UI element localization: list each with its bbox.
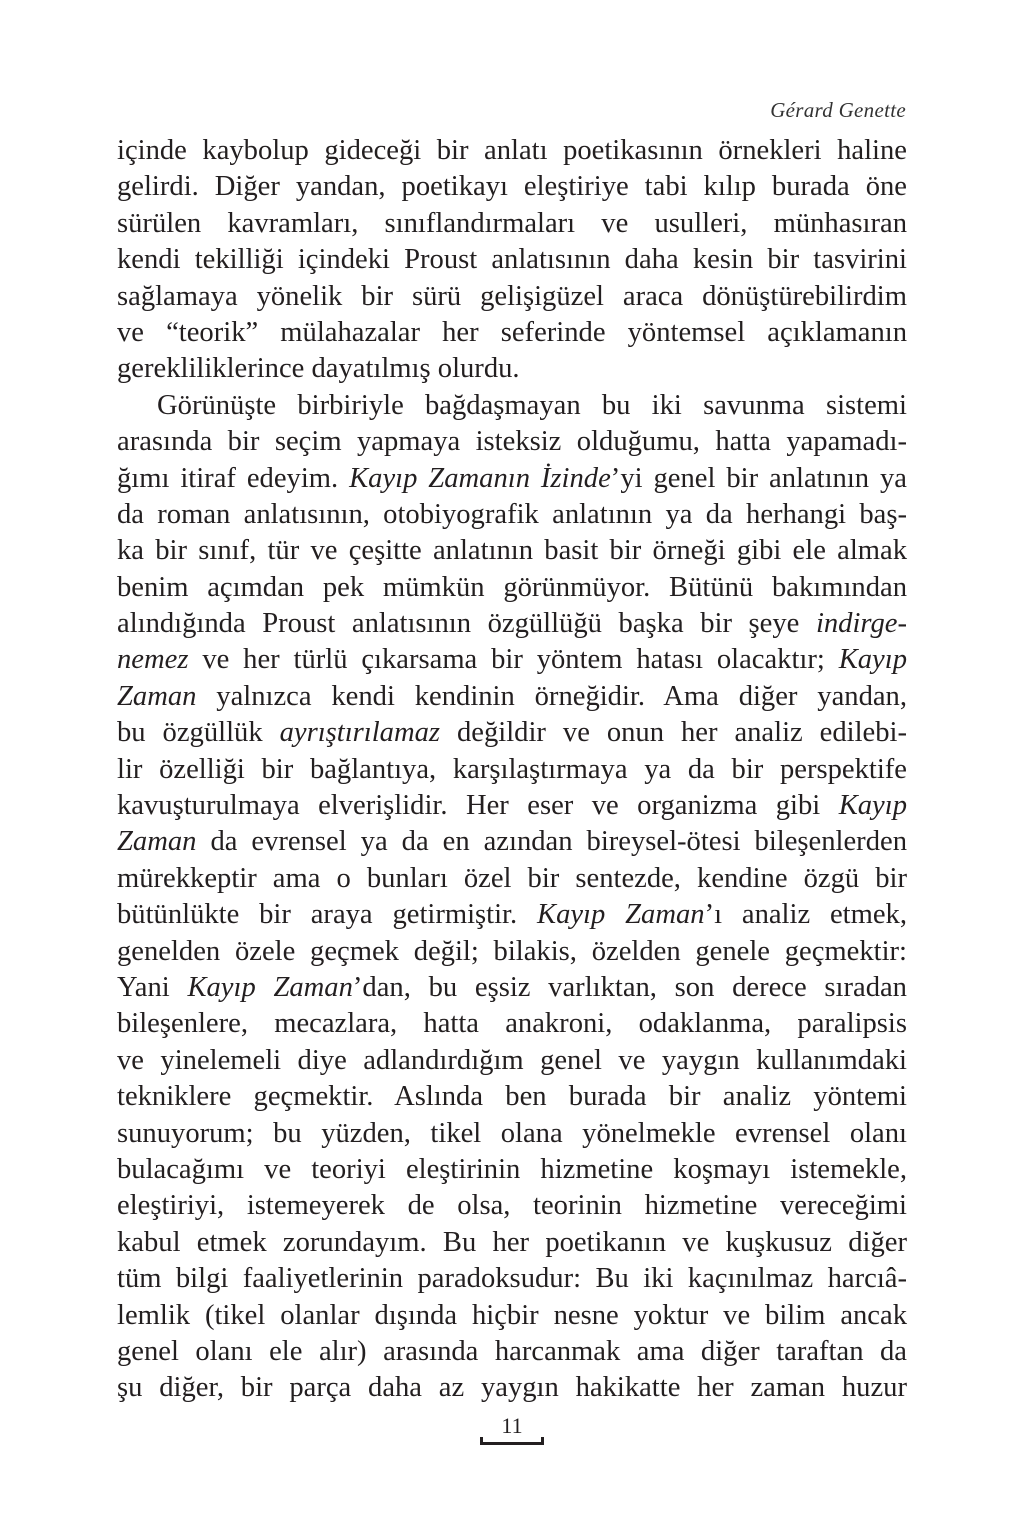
text-segment: sürülen kavramları, sınıflandırmaları ve usulleri, münhasıran xyxy=(117,207,907,239)
text-segment: bütünlükte bir araya getirmiştir. xyxy=(117,899,537,931)
text-line xyxy=(117,570,907,606)
text-line xyxy=(117,824,907,860)
text-segment: içinde kaybolup gideceği bir anlatı poetikasının örnekleri haline xyxy=(117,135,907,166)
text-segment: lir özelliği bir bağlantıya, karşılaştırmaya ya da bir perspektife xyxy=(117,753,907,785)
text-segment: da roman anlatısının, otobiyografik anlatının ya da herhangi baş- xyxy=(117,498,907,530)
text-line xyxy=(117,1116,907,1152)
text-line xyxy=(117,1225,907,1261)
folio-rule xyxy=(480,1442,544,1445)
text-segment: ’yi genel bir anlatının ya xyxy=(610,462,907,494)
text-line xyxy=(117,897,907,933)
text-segment: ğımı itiraf edeyim. xyxy=(117,462,350,494)
text-line xyxy=(117,315,907,351)
text-line xyxy=(117,279,907,315)
text-segment: eleştiriyi, istemeyerek de olsa, teorinin hizmetine vereceğimi xyxy=(117,1190,907,1222)
italic-title: Zaman xyxy=(117,680,197,712)
italic-title: Kayıp xyxy=(838,790,907,822)
text-line xyxy=(117,788,907,824)
text-line xyxy=(117,1043,907,1079)
text-line xyxy=(117,934,907,970)
text-line xyxy=(117,642,907,678)
page-number-folio xyxy=(478,1413,546,1449)
text-line xyxy=(117,1334,907,1370)
text-line xyxy=(117,752,907,788)
text-segment: lemlik (tikel olanlar dışında hiçbir nesne yoktur ve bilim ancak xyxy=(117,1299,907,1331)
italic-title: Kayıp Zaman xyxy=(537,899,705,931)
italic-title: Kayıp Zaman xyxy=(187,971,353,1003)
text-segment: gerekliliklerince dayatılmış olurdu. xyxy=(117,353,520,385)
italic-title: ayrıştırılamaz xyxy=(279,717,441,749)
running-head: Gérard Genette xyxy=(770,98,906,122)
text-line xyxy=(117,679,907,715)
text-segment: bileşenlere, mecazlara, hatta anakroni, odaklanma, paralipsis xyxy=(117,1008,907,1040)
text-segment: sağlamaya yönelik bir sürü gelişigüzel araca dönüştürebilirdim xyxy=(117,280,907,312)
text-line xyxy=(117,1188,907,1224)
text-line xyxy=(117,1370,907,1406)
italic-title: indirge- xyxy=(815,608,907,640)
text-segment: gelirdi. Diğer yandan, poetikayı eleştiriye tabi kılıp burada öne xyxy=(117,171,907,203)
text-line xyxy=(117,1152,907,1188)
text-segment: yalnızca kendi kendinin örneğidir. Ama diğer yandan, xyxy=(196,680,907,712)
text-segment: ve yinelemeli diye adlandırdığım genel ve yaygın kullanımdaki xyxy=(117,1044,907,1076)
text-segment: mürekkeptir ama o bunları özel bir sentezde, kendine özgü bir xyxy=(117,862,907,894)
text-segment: Görünüşte birbiriyle bağdaşmayan bu iki savunma sistemi xyxy=(157,389,907,421)
italic-title: nemez xyxy=(117,644,189,676)
text-segment: genelden özele geçmek değil; bilakis, özelden genele geçmektir: xyxy=(117,935,907,967)
text-segment: ’ı analiz etmek, xyxy=(704,899,907,931)
text-line xyxy=(117,388,907,424)
page-number: 11 xyxy=(501,1413,523,1438)
text-line xyxy=(117,1261,907,1297)
text-segment: değildir ve onun her analiz edilebi- xyxy=(440,717,907,749)
italic-title: Kayıp Zamanın İzinde xyxy=(349,462,611,494)
text-segment: kabul etmek zorundayım. Bu her poetikanın ve kuşkusuz diğer xyxy=(117,1226,907,1258)
text-line xyxy=(117,715,907,751)
text-segment: Yani xyxy=(117,971,188,1003)
text-segment: ve “teorik” mülahazalar her seferinde yöntemsel açıklamanın xyxy=(117,316,907,348)
text-segment: bu özgüllük xyxy=(117,717,280,749)
text-line xyxy=(117,1079,907,1115)
text-segment: kendi tekilliği içindeki Proust anlatısının daha kesin bir tasvirini xyxy=(117,244,907,276)
text-segment: ’dan, bu eşsiz varlıktan, son derece sıradan xyxy=(352,971,907,1003)
text-line xyxy=(117,169,907,205)
text-segment: bulacağımı ve teoriyi eleştirinin hizmetine koşmayı istemekle, xyxy=(117,1153,907,1185)
text-segment: da evrensel ya da en azından bireysel-ötesi bileşenlerden xyxy=(196,826,907,858)
text-segment: genel olanı ele alır) arasında harcanmak ama diğer taraftan da xyxy=(117,1335,907,1367)
text-line xyxy=(117,242,907,278)
text-line xyxy=(117,970,907,1006)
text-line xyxy=(117,351,907,387)
text-segment: sunuyorum; bu yüzden, tikel olana yönelmekle evrensel olanı xyxy=(117,1117,907,1149)
text-line xyxy=(117,1298,907,1334)
text-line xyxy=(117,606,907,642)
text-segment: ve her türlü çıkarsama bir yöntem hatası olacaktır; xyxy=(188,644,839,676)
text-line xyxy=(117,861,907,897)
text-segment: tekniklere geçmektir. Aslında ben burada bir analiz yöntemi xyxy=(117,1081,907,1113)
text-segment: benim açımdan pek mümkün görünmüyor. Bütünü bakımından xyxy=(117,571,907,603)
text-line xyxy=(117,424,907,460)
text-segment: kavuşturulmaya elverişlidir. Her eser ve organizma gibi xyxy=(117,790,839,822)
text-line xyxy=(117,497,907,533)
text-segment: alındığında Proust anlatısının özgüllüğü başka bir şeye xyxy=(117,608,816,640)
text-line xyxy=(117,206,907,242)
text-segment: arasında bir seçim yapmaya isteksiz olduğumu, hatta yapamadı- xyxy=(117,426,907,458)
text-line xyxy=(117,133,907,169)
text-line xyxy=(117,461,907,497)
text-line xyxy=(117,533,907,569)
text-line xyxy=(117,1006,907,1042)
italic-title: Zaman xyxy=(117,826,197,858)
italic-title: Kayıp xyxy=(838,644,907,676)
text-segment: ka bir sınıf, tür ve çeşitte anlatının basit bir örneği gibi ele almak xyxy=(117,535,907,567)
body-text xyxy=(117,133,907,1407)
text-segment: tüm bilgi faaliyetlerinin paradoksudur: Bu iki kaçınılmaz harcıâ- xyxy=(117,1263,907,1295)
text-segment: şu diğer, bir parça daha az yaygın hakikatte her zaman huzur xyxy=(117,1372,907,1404)
